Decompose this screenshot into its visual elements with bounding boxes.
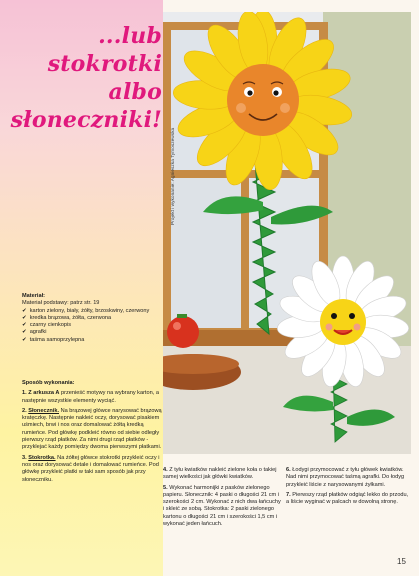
step-7: 7. Pierwszy rząd płatków odgiąć lekko do przodu, a liście wyginać w palcach w dowolną stronę.	[286, 491, 409, 506]
title-line-4: słoneczniki!	[10, 107, 162, 133]
steps-left-column	[22, 380, 162, 487]
article-title	[6, 22, 162, 134]
page-number: 15	[397, 557, 406, 566]
daisy-face	[320, 299, 366, 345]
sunflower-face	[227, 64, 299, 136]
flowers-photo-svg	[163, 12, 411, 454]
check-icon: ✔	[22, 336, 27, 343]
materials-section	[22, 293, 162, 344]
step-6: 6. Łodygi przymocować z tyłu główek kwiatków. Nad nimi przymocować taśmą agrafki. Do łodyg przykleić liście z narysowanymi żyłkami.	[286, 467, 405, 488]
title-line-2: stokrotki	[47, 51, 162, 77]
title-line-3: albo	[108, 79, 162, 105]
step-4: 4. Z tyłu kwiatków nakleić zielone koła o takiej samej wielkości jak główki kwiatków.	[163, 467, 277, 481]
title-line-1: ...lub	[98, 23, 162, 49]
flowers-photo	[163, 12, 411, 454]
step-1: 1. Z arkusza A przenieść motywy na wybrany karton, a następnie wszystkie elementy wyciąć.	[22, 390, 159, 404]
material-item: ✔ karton zielony, biały, żółty, brzoskwiny, czerwony	[22, 307, 150, 314]
material-item: ✔ agrafki	[22, 329, 47, 336]
steps-middle-column	[163, 467, 281, 531]
material-item: ✔ czarny cienkopis	[22, 322, 72, 329]
step-3: 3. Stokrotka. Na żółtej główce stokrotki przykleić oczy i nos oraz dorysować detale i domalować rumieńce. Pod główkę przykleić płatki w taki sam sposób jak przy słoneczniku.	[22, 454, 160, 483]
check-icon: ✔	[22, 314, 27, 321]
material-item: ✔ taśma samoprzylepna	[22, 336, 85, 343]
check-icon: ✔	[22, 307, 27, 314]
steps-heading: Sposób wykonania:	[22, 380, 75, 386]
steps-right-column	[286, 467, 410, 509]
step-2: 2. Słonecznik. Na brązowej główce narysować brązową kratęczkę. Następnie nakleić oczy, dorysować pisakiem uśmiech, brwi i nos oraz domalować żółtą kredką rumieńce. Pod główkę podkleić równo od siebie odległy pierwszy rząd płatków. Za nimi drugi rząd płatków - przyklejać każdy pomiędzy dwoma pierwszymi płatkami.	[22, 407, 162, 451]
materials-heading: Materiał:	[22, 293, 46, 299]
check-icon: ✔	[22, 329, 27, 336]
step-5: 5. Wykonać harmonijki z pasków zielonego papieru. Słonecznik: 4 paski o długości 21 cm i szerokości 2 cm. Wykonać z nich dwa łańcuchy i skleić ze sobą. Stokrotka: 2 paski zielonego kartonu o długości 21 cm i szerokości 1,5 cm i wykonać jeden łańcuch.	[163, 484, 281, 528]
check-icon: ✔	[22, 322, 27, 329]
material-item: ✔ kredka brązowa, żółta, czerwona	[22, 314, 112, 321]
photo-credit: Projekt i wykonanie: Agnieszka Tymoszewska	[171, 127, 176, 225]
materials-intro: Materiał podstawy: patrz str. 19	[22, 300, 100, 307]
